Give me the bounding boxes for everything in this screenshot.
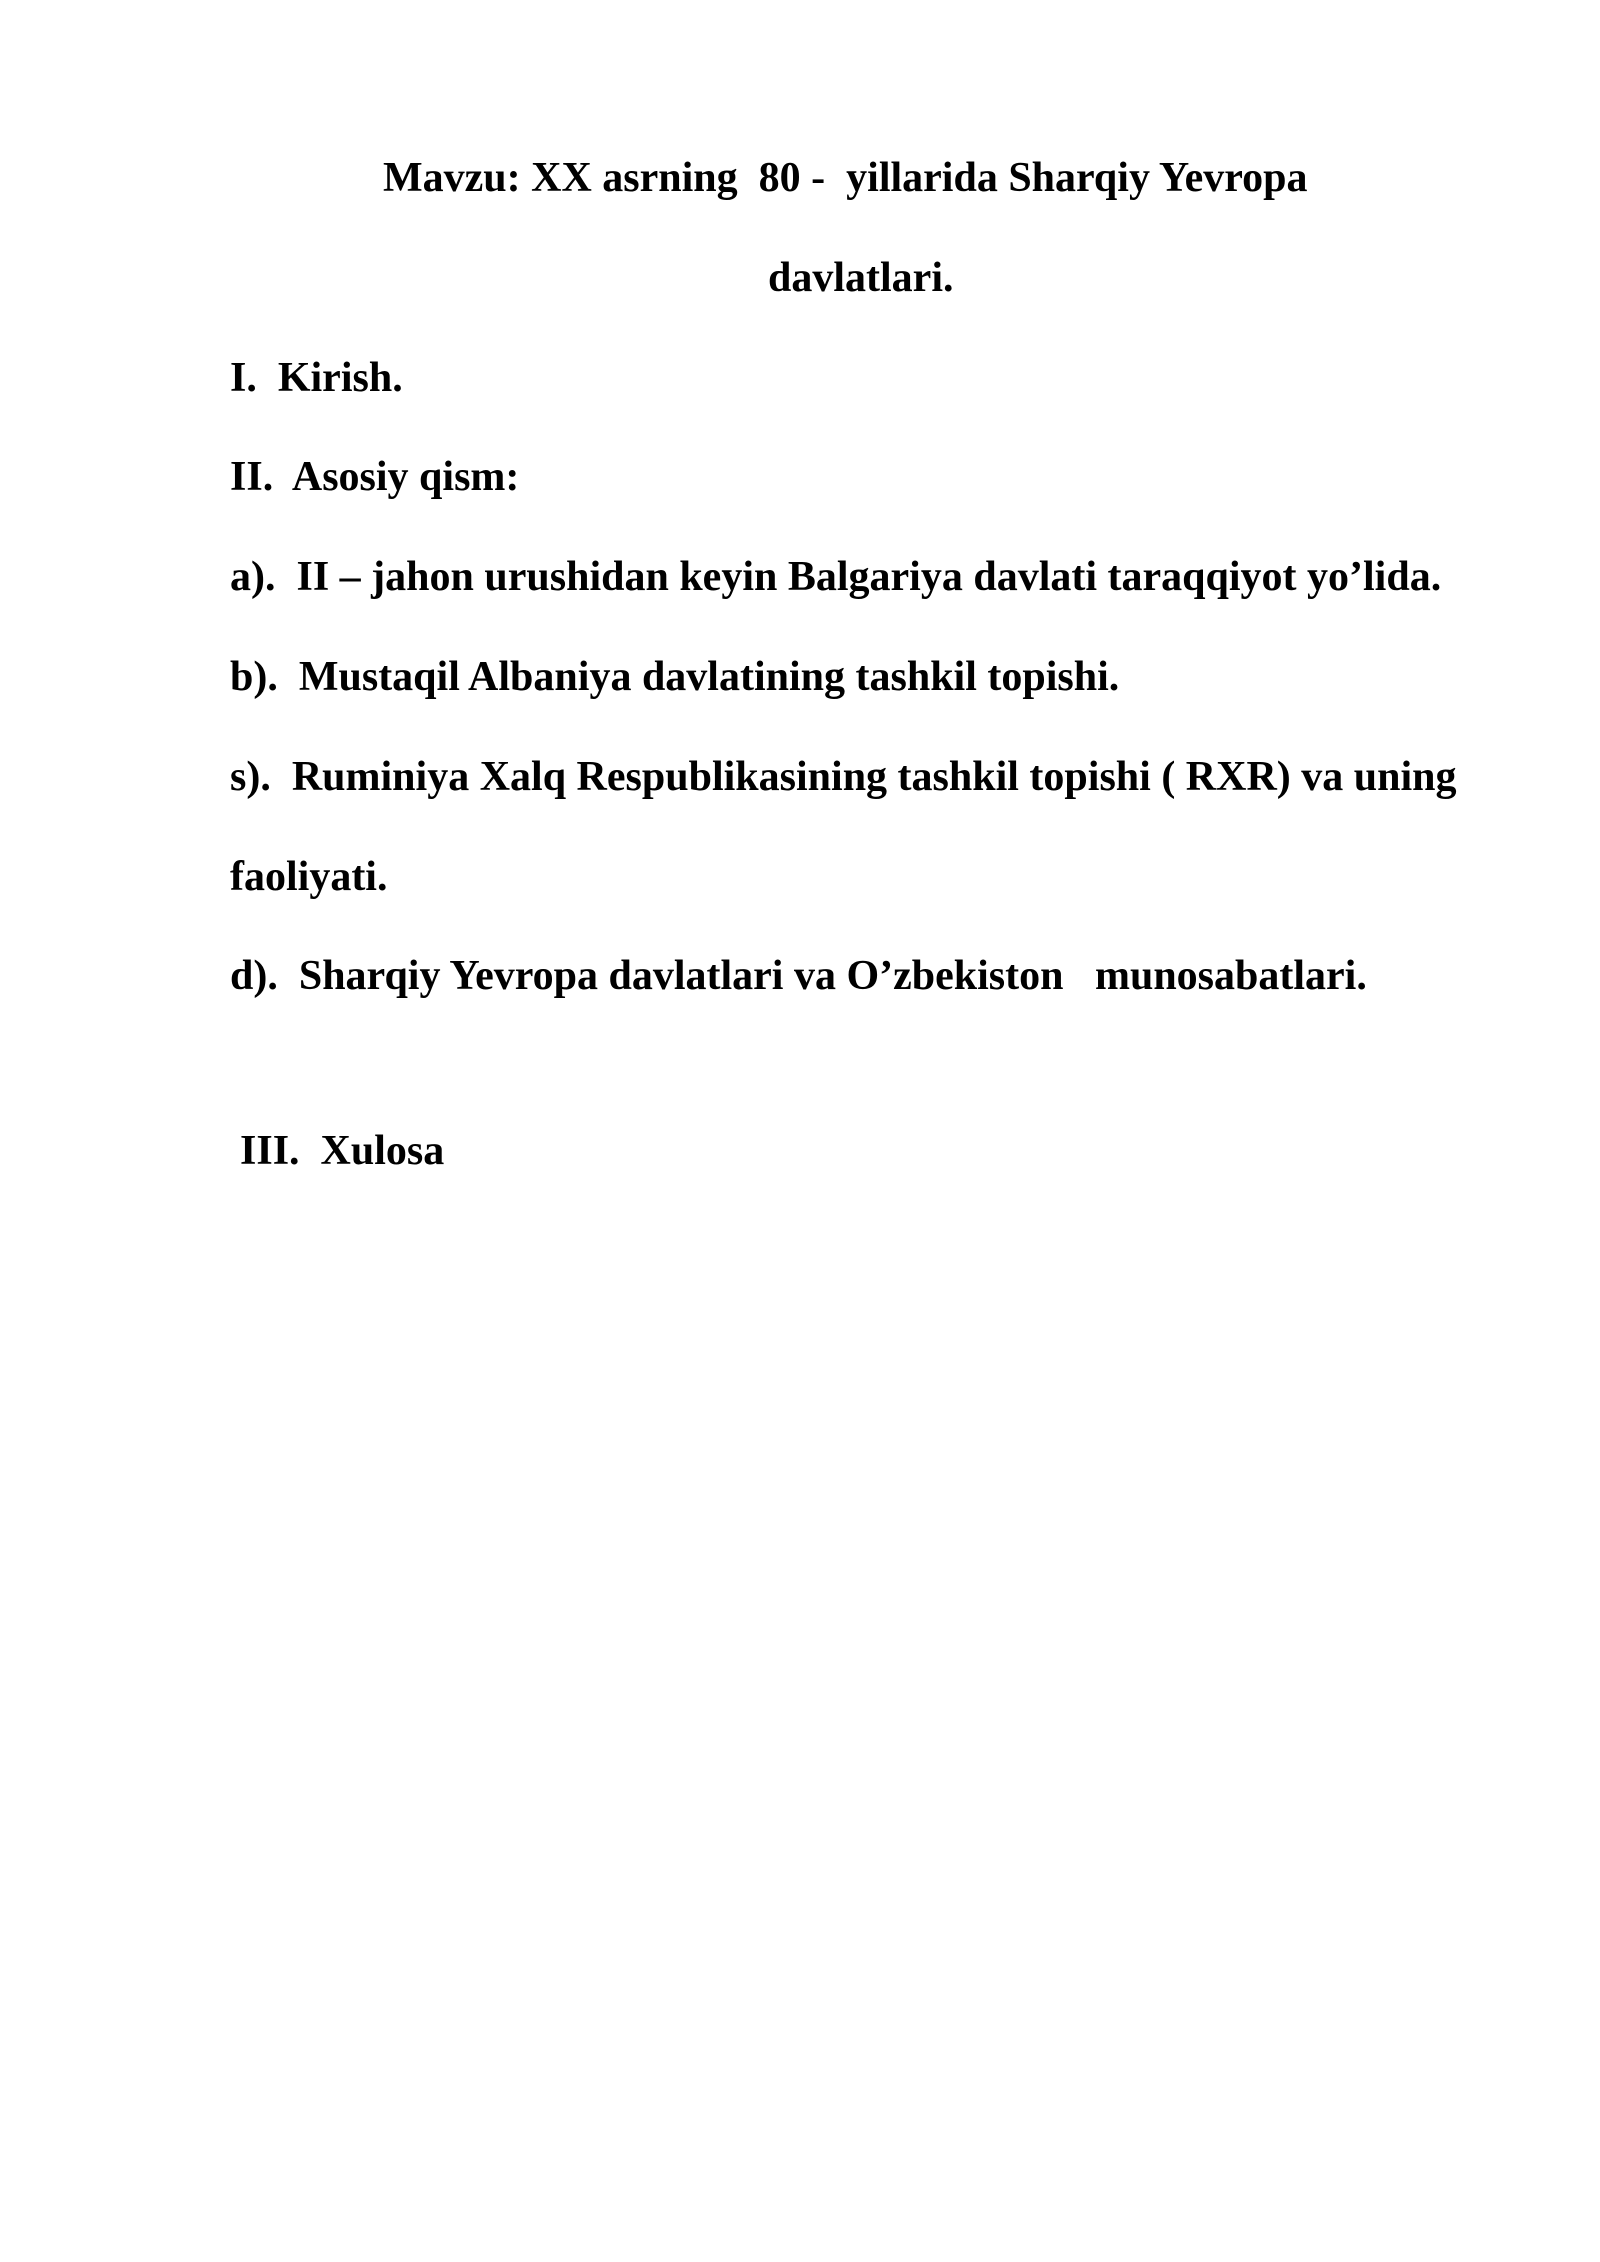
outline-subitem-s: s). Ruminiya Xalq Respublikasining tashkil topishi ( RXR) va uning [230,754,1457,800]
outline-subitem-d: d). Sharqiy Yevropa davlatlari va O’zbekiston munosabatlari. [230,953,1367,999]
outline-item-main-part: II. Asosiy qism: [230,454,520,500]
outline-subitem-a: a). II – jahon urushidan keyin Balgariya davlati taraqqiyot yo’lida. [230,554,1442,600]
document-title-line-2: davlatlari. [768,255,954,301]
outline-item-introduction: I. Kirish. [230,355,403,401]
outline-item-conclusion: III. Xulosa [240,1128,445,1174]
outline-subitem-s-continuation: faoliyati. [230,854,388,900]
document-title-line-1: Mavzu: XX asrning 80 - yillarida Sharqiy Yevropa [383,155,1308,201]
outline-subitem-b: b). Mustaqil Albaniya davlatining tashkil topishi. [230,654,1120,700]
